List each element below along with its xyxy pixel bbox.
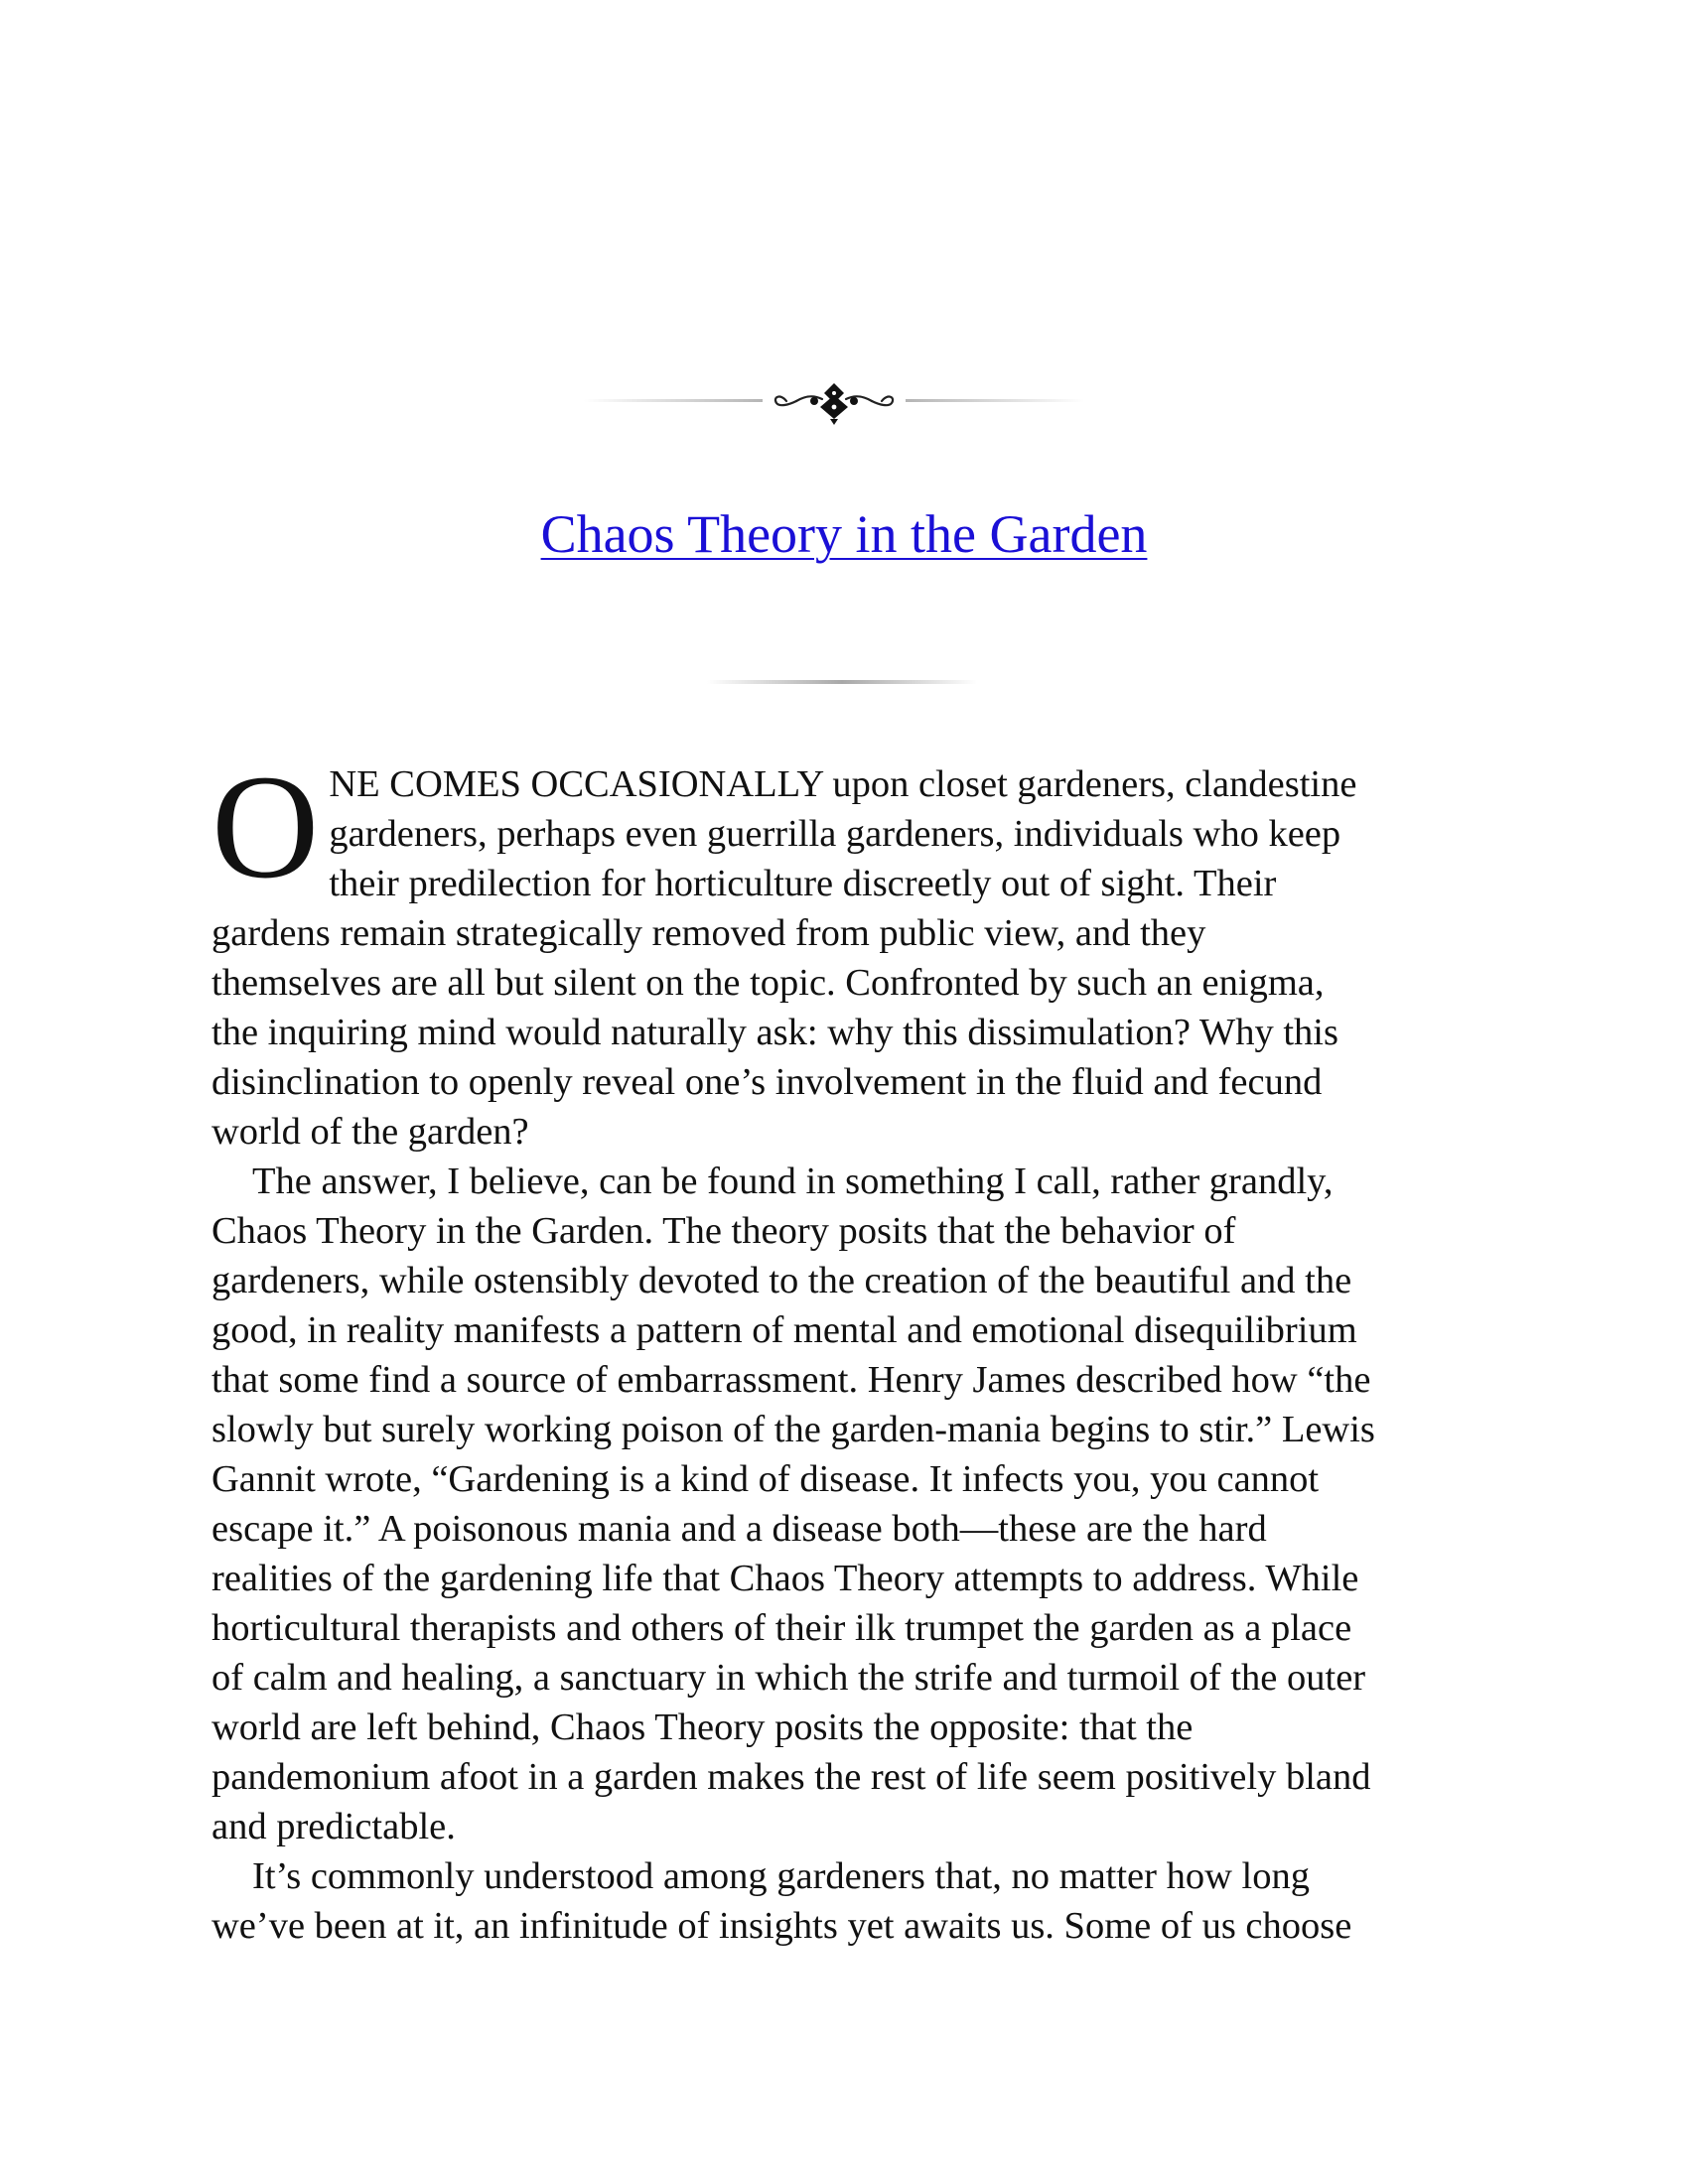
chapter-title-link[interactable]: Chaos Theory in the Garden <box>540 504 1148 564</box>
title-divider-rule <box>707 678 977 686</box>
paragraph-1-text: NE COMES OCCASIONALLY upon closet gardeners, clandestine gardeners, perhaps even guerrilla gardeners, individuals who keep their predilection for horticulture discreetly out of sight. Their gardens remain strategically removed from public view, and they themselves are all but silent on the topic. Confronted by such an enigma, the inquiring mind would naturally ask: why this dissimulation? Why this disinclination to openly reveal one’s involvement in the fluid and fecund world of the garden? <box>211 763 1357 1153</box>
fleuron-ornament-icon <box>576 375 1112 427</box>
paragraph-2: The answer, I believe, can be found in something I call, rather grandly, Chaos Theory in the Garden. The theory posits that the behavior of gardeners, while ostensibly devoted to the creation of the beautiful and the good, in reality manifests a pattern of mental and emotional disequilibrium that some find a source of embarrassment. Henry James described how “the slowly but surely working poison of the garden-mania begins to stir.” Lewis Gannit wrote, “Gardening is a kind of disease. It infects you, you cannot escape it.” A poisonous mania and a disease both—these are the hard realities of the gardening life that Chaos Theory attempts to address. While horticultural therapists and others of their ilk trumpet the garden as a place of calm and healing, a sanctuary in which the strife and turmoil of the outer world are left behind, Chaos Theory posits the opposite: that the pandemonium afoot in a garden makes the rest of life seem positively bland and predictable. <box>211 1160 1375 1847</box>
divider-rule <box>707 678 977 686</box>
chapter-title <box>0 499 1688 569</box>
paragraph-3: It’s commonly understood among gardeners that, no matter how long we’ve been at it, an infinitude of insights yet awaits us. Some of us choose <box>211 1855 1352 1947</box>
chapter-body <box>211 745 1484 1951</box>
drop-cap: O <box>211 745 320 909</box>
chapter-ornament <box>576 375 1112 427</box>
paragraph-1 <box>211 745 1484 1157</box>
